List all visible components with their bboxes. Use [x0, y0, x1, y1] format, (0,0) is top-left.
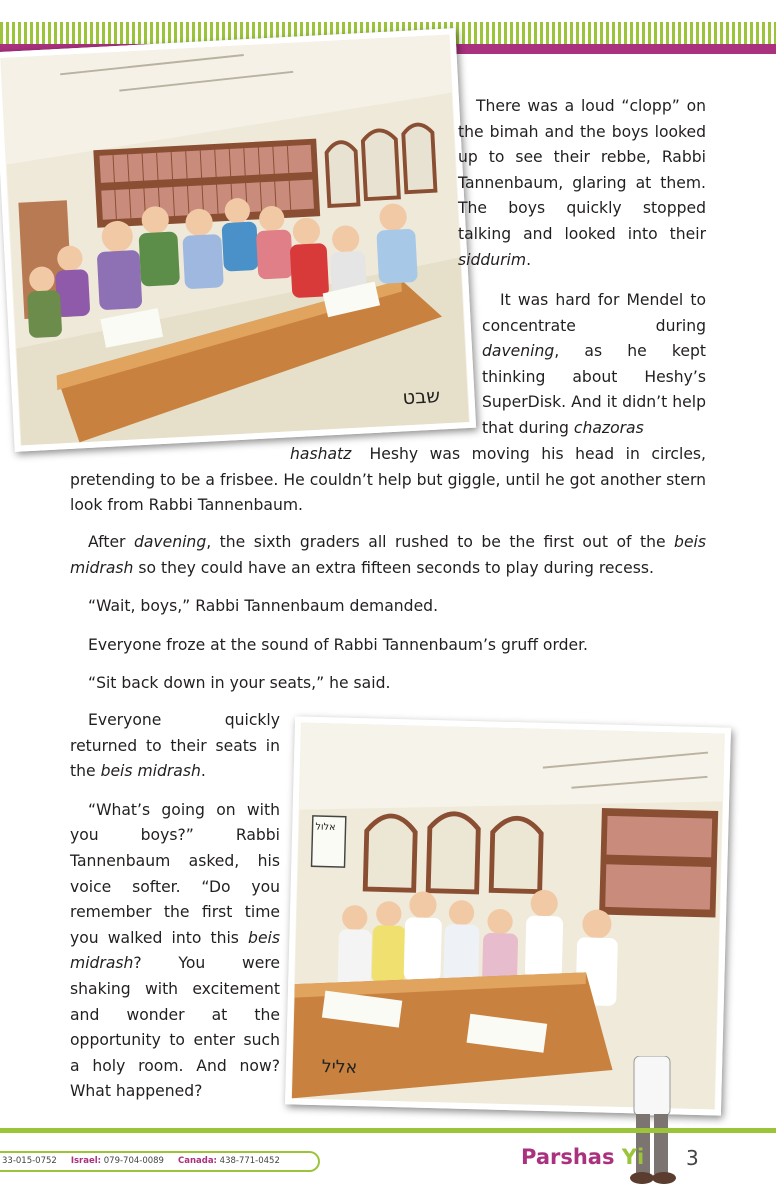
paragraph-2: It was hard for Mendel to concentrate during davening, as he kept thinking about Heshy’s SuperDisk. And it didn’t help that during chazoras [482, 291, 706, 437]
footer-israel-label: Israel: [70, 1156, 102, 1166]
paragraph-2-tail: Heshy was moving his head in circles, pretending to be a frisbee. He couldn’t help but giggle, until he got another stern look from Rabbi Tannenbaum. [70, 445, 706, 515]
footer-canada-phone: 438-771-0452 [219, 1156, 280, 1166]
footer-israel-phone: 079-704-0089 [103, 1156, 164, 1166]
paragraph-4: “Wait, boys,” Rabbi Tannenbaum demanded. [88, 597, 439, 616]
footer-canada-label: Canada: [177, 1156, 217, 1166]
illustration-2-calendar-label: אלול [315, 821, 336, 834]
text-block-full-width [70, 530, 706, 697]
page-number: 3 [686, 1146, 699, 1170]
footer-publication-title: Parshas Yi [521, 1145, 645, 1169]
text-block-left-column [70, 708, 280, 1105]
text-block-middle [282, 288, 706, 442]
paragraph-6: “Sit back down in your seats,” he said. [88, 674, 391, 693]
text-block-paragraph-2-tail [70, 442, 706, 519]
paragraph-5: Everyone froze at the sound of Rabbi Tannenbaum’s gruff order. [88, 635, 589, 654]
footer-contact-bar [0, 1151, 320, 1172]
paragraph-7: Everyone quickly returned to their seats in the beis midrash. [70, 711, 280, 781]
footer-phone-us: 33-015-0752 [2, 1156, 57, 1166]
footer-rule [0, 1128, 776, 1133]
paragraph-1: There was a loud “clopp” on the bimah and the boys looked up to see their rebbe, Rabbi Tannenbaum, glaring at them. The boys quickly stopped talking and looked into their siddurim. [458, 97, 706, 269]
paragraph-8: “What’s going on with you boys?” Rabbi Tannenbaum asked, his voice softer. “Do you remember the first time you walked into this beis midrash? You were shaking with excitement and wonder at the opportunity to enter such a holy room. And now? What happened? [70, 800, 280, 1101]
illustration-1-signature: שבט [401, 384, 441, 410]
text-block-top-right [458, 94, 706, 273]
illustration-2-drawing [291, 723, 725, 1110]
paragraph-2-line-a: hashatz [290, 445, 352, 463]
illustration-2-signature: אליל [321, 1057, 358, 1078]
paragraph-3: After davening, the sixth graders all rushed to be the first out of the beis midrash so they could have an extra fifteen seconds to play during recess. [70, 533, 706, 577]
